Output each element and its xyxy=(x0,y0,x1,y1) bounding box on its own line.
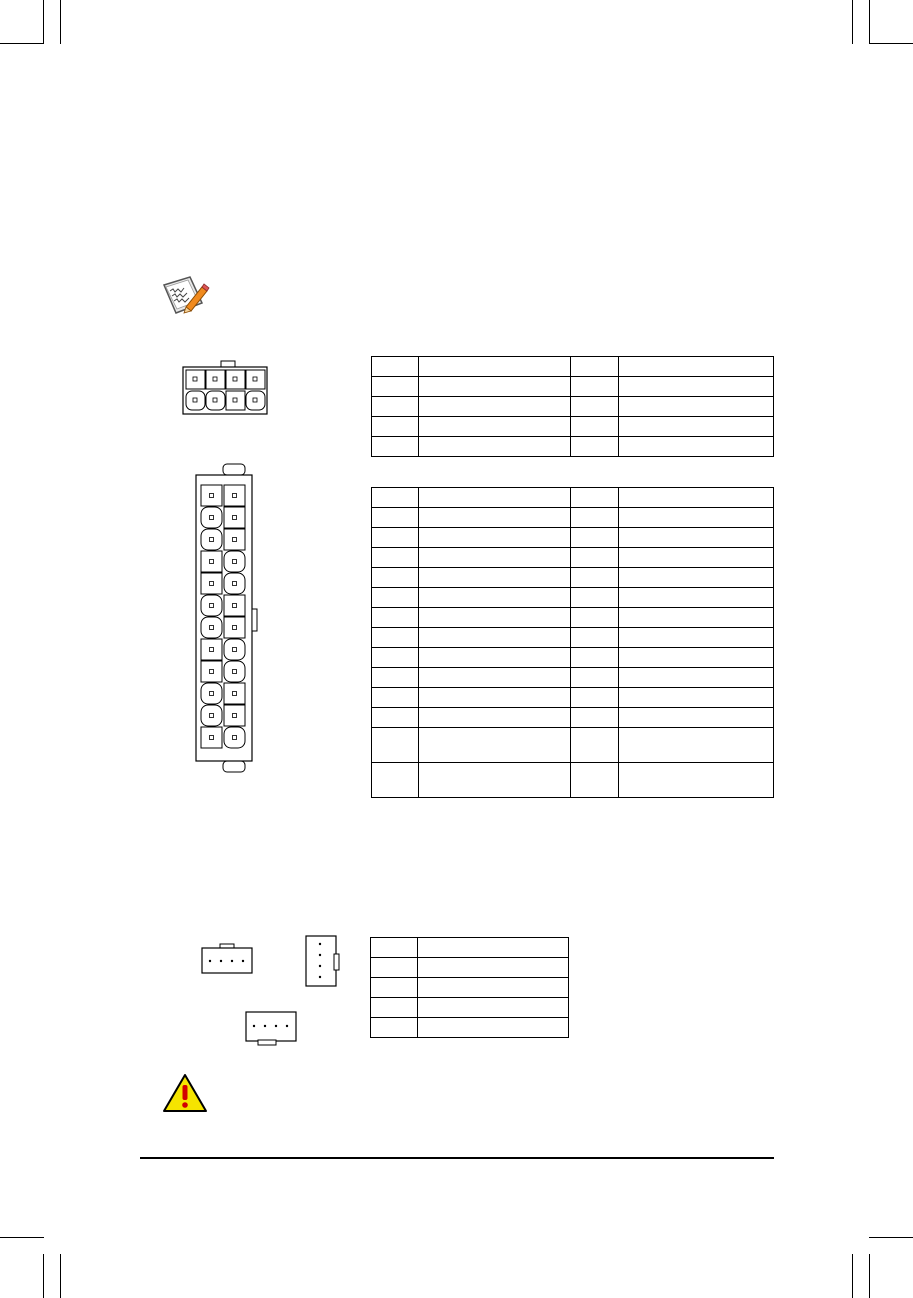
table-cell xyxy=(419,763,571,798)
table-cell xyxy=(372,763,419,798)
crop-mark-top-right-v xyxy=(852,0,853,44)
table-cell xyxy=(372,688,419,708)
table-cell xyxy=(571,648,618,668)
table-cell xyxy=(419,548,571,568)
table-cell xyxy=(419,357,571,377)
table-row xyxy=(372,548,774,568)
table-cell xyxy=(618,728,773,763)
atx-8pin-pin-table xyxy=(371,356,774,457)
table-cell xyxy=(372,377,419,397)
table-cell xyxy=(372,437,419,457)
table-cell xyxy=(419,708,571,728)
table-row xyxy=(372,568,774,588)
table-cell xyxy=(372,588,419,608)
fan-header-horizontal-icon xyxy=(200,943,254,975)
table-cell xyxy=(372,668,419,688)
table-cell xyxy=(372,508,419,528)
table-cell xyxy=(618,668,773,688)
table-cell xyxy=(618,417,773,437)
table-cell xyxy=(419,397,571,417)
table-cell xyxy=(372,357,419,377)
table-cell xyxy=(571,708,618,728)
table-cell xyxy=(618,397,773,417)
table-cell xyxy=(418,958,569,978)
fan-header-vertical-icon xyxy=(304,934,340,988)
table-cell xyxy=(571,763,618,798)
table-cell xyxy=(418,938,569,958)
table-row xyxy=(372,397,774,417)
table-cell xyxy=(571,357,618,377)
table-row xyxy=(371,1018,569,1038)
crop-mark-top-left-v xyxy=(43,0,44,44)
table-cell xyxy=(372,548,419,568)
fan-header-bottom-key-icon xyxy=(244,1010,298,1046)
table-cell xyxy=(419,377,571,397)
table-cell xyxy=(419,608,571,628)
table-row xyxy=(371,938,569,958)
table-cell xyxy=(419,628,571,648)
table-cell xyxy=(571,628,618,648)
fan-header-pin-table xyxy=(370,937,569,1038)
table-row xyxy=(372,648,774,668)
table-cell xyxy=(372,528,419,548)
table-row xyxy=(372,708,774,728)
table-row xyxy=(372,763,774,798)
table-cell xyxy=(419,528,571,548)
table-cell xyxy=(372,397,419,417)
table-row xyxy=(372,528,774,548)
table-cell xyxy=(372,708,419,728)
table-cell xyxy=(419,688,571,708)
crop-mark-bottom-right-v xyxy=(852,1254,853,1298)
table-row xyxy=(371,978,569,998)
power-connector-24pin-icon xyxy=(190,463,262,777)
table-row xyxy=(372,728,774,763)
table-row xyxy=(371,958,569,978)
table-cell xyxy=(571,688,618,708)
table-cell xyxy=(419,508,571,528)
table-cell xyxy=(571,548,618,568)
table-cell xyxy=(419,417,571,437)
warning-exclamation-icon xyxy=(162,1073,208,1113)
table-cell xyxy=(618,357,773,377)
table-row xyxy=(372,377,774,397)
table-cell xyxy=(371,938,418,958)
table-row xyxy=(372,508,774,528)
table-cell xyxy=(571,437,618,457)
table-cell xyxy=(618,528,773,548)
table-row xyxy=(372,588,774,608)
table-cell xyxy=(418,998,569,1018)
table-cell xyxy=(418,978,569,998)
table-row xyxy=(372,488,774,508)
table-cell xyxy=(618,588,773,608)
table-cell xyxy=(571,377,618,397)
table-cell xyxy=(618,508,773,528)
table-cell xyxy=(372,728,419,763)
table-cell xyxy=(618,688,773,708)
table-cell xyxy=(571,528,618,548)
crop-mark-top-left-h xyxy=(0,43,44,44)
table-cell xyxy=(618,628,773,648)
table-row xyxy=(372,688,774,708)
table-cell xyxy=(571,488,618,508)
table-cell xyxy=(618,708,773,728)
table-cell xyxy=(372,417,419,437)
note-pencil-icon xyxy=(160,273,210,319)
crop-mark-bottom-right-v2 xyxy=(869,1254,870,1298)
table-cell xyxy=(371,998,418,1018)
table-cell xyxy=(571,668,618,688)
table-cell xyxy=(618,648,773,668)
crop-mark-top-left-v2 xyxy=(60,0,61,44)
table-cell xyxy=(571,608,618,628)
table-row xyxy=(372,628,774,648)
table-cell xyxy=(372,648,419,668)
table-cell xyxy=(618,488,773,508)
table-cell xyxy=(371,958,418,978)
table-cell xyxy=(371,978,418,998)
table-cell xyxy=(571,728,618,763)
table-cell xyxy=(372,488,419,508)
table-cell xyxy=(571,568,618,588)
atx-24pin-pin-table xyxy=(371,487,774,798)
table-cell xyxy=(419,437,571,457)
table-cell xyxy=(419,668,571,688)
table-cell xyxy=(419,568,571,588)
table-cell xyxy=(419,648,571,668)
crop-mark-bottom-left-v2 xyxy=(60,1254,61,1298)
table-cell xyxy=(571,588,618,608)
power-connector-8pin-icon xyxy=(180,360,270,416)
table-row xyxy=(372,668,774,688)
table-cell xyxy=(571,508,618,528)
table-cell xyxy=(618,377,773,397)
crop-mark-top-right-h xyxy=(869,43,913,44)
table-cell xyxy=(571,397,618,417)
crop-mark-bottom-right-h xyxy=(869,1237,913,1238)
table-cell xyxy=(618,568,773,588)
table-row xyxy=(372,417,774,437)
table-cell xyxy=(419,728,571,763)
crop-mark-bottom-left-h xyxy=(0,1237,44,1238)
footer-rule xyxy=(140,1157,774,1159)
table-row xyxy=(372,357,774,377)
table-cell xyxy=(618,763,773,798)
table-row xyxy=(372,608,774,628)
table-cell xyxy=(372,608,419,628)
table-cell xyxy=(419,488,571,508)
table-cell xyxy=(419,588,571,608)
table-cell xyxy=(372,628,419,648)
table-row xyxy=(372,437,774,457)
table-row xyxy=(371,998,569,1018)
crop-mark-top-right-v2 xyxy=(869,0,870,44)
table-cell xyxy=(371,1018,418,1038)
table-cell xyxy=(571,417,618,437)
crop-mark-bottom-left-v xyxy=(43,1254,44,1298)
table-cell xyxy=(418,1018,569,1038)
table-cell xyxy=(372,568,419,588)
table-cell xyxy=(618,437,773,457)
table-cell xyxy=(618,608,773,628)
table-cell xyxy=(618,548,773,568)
